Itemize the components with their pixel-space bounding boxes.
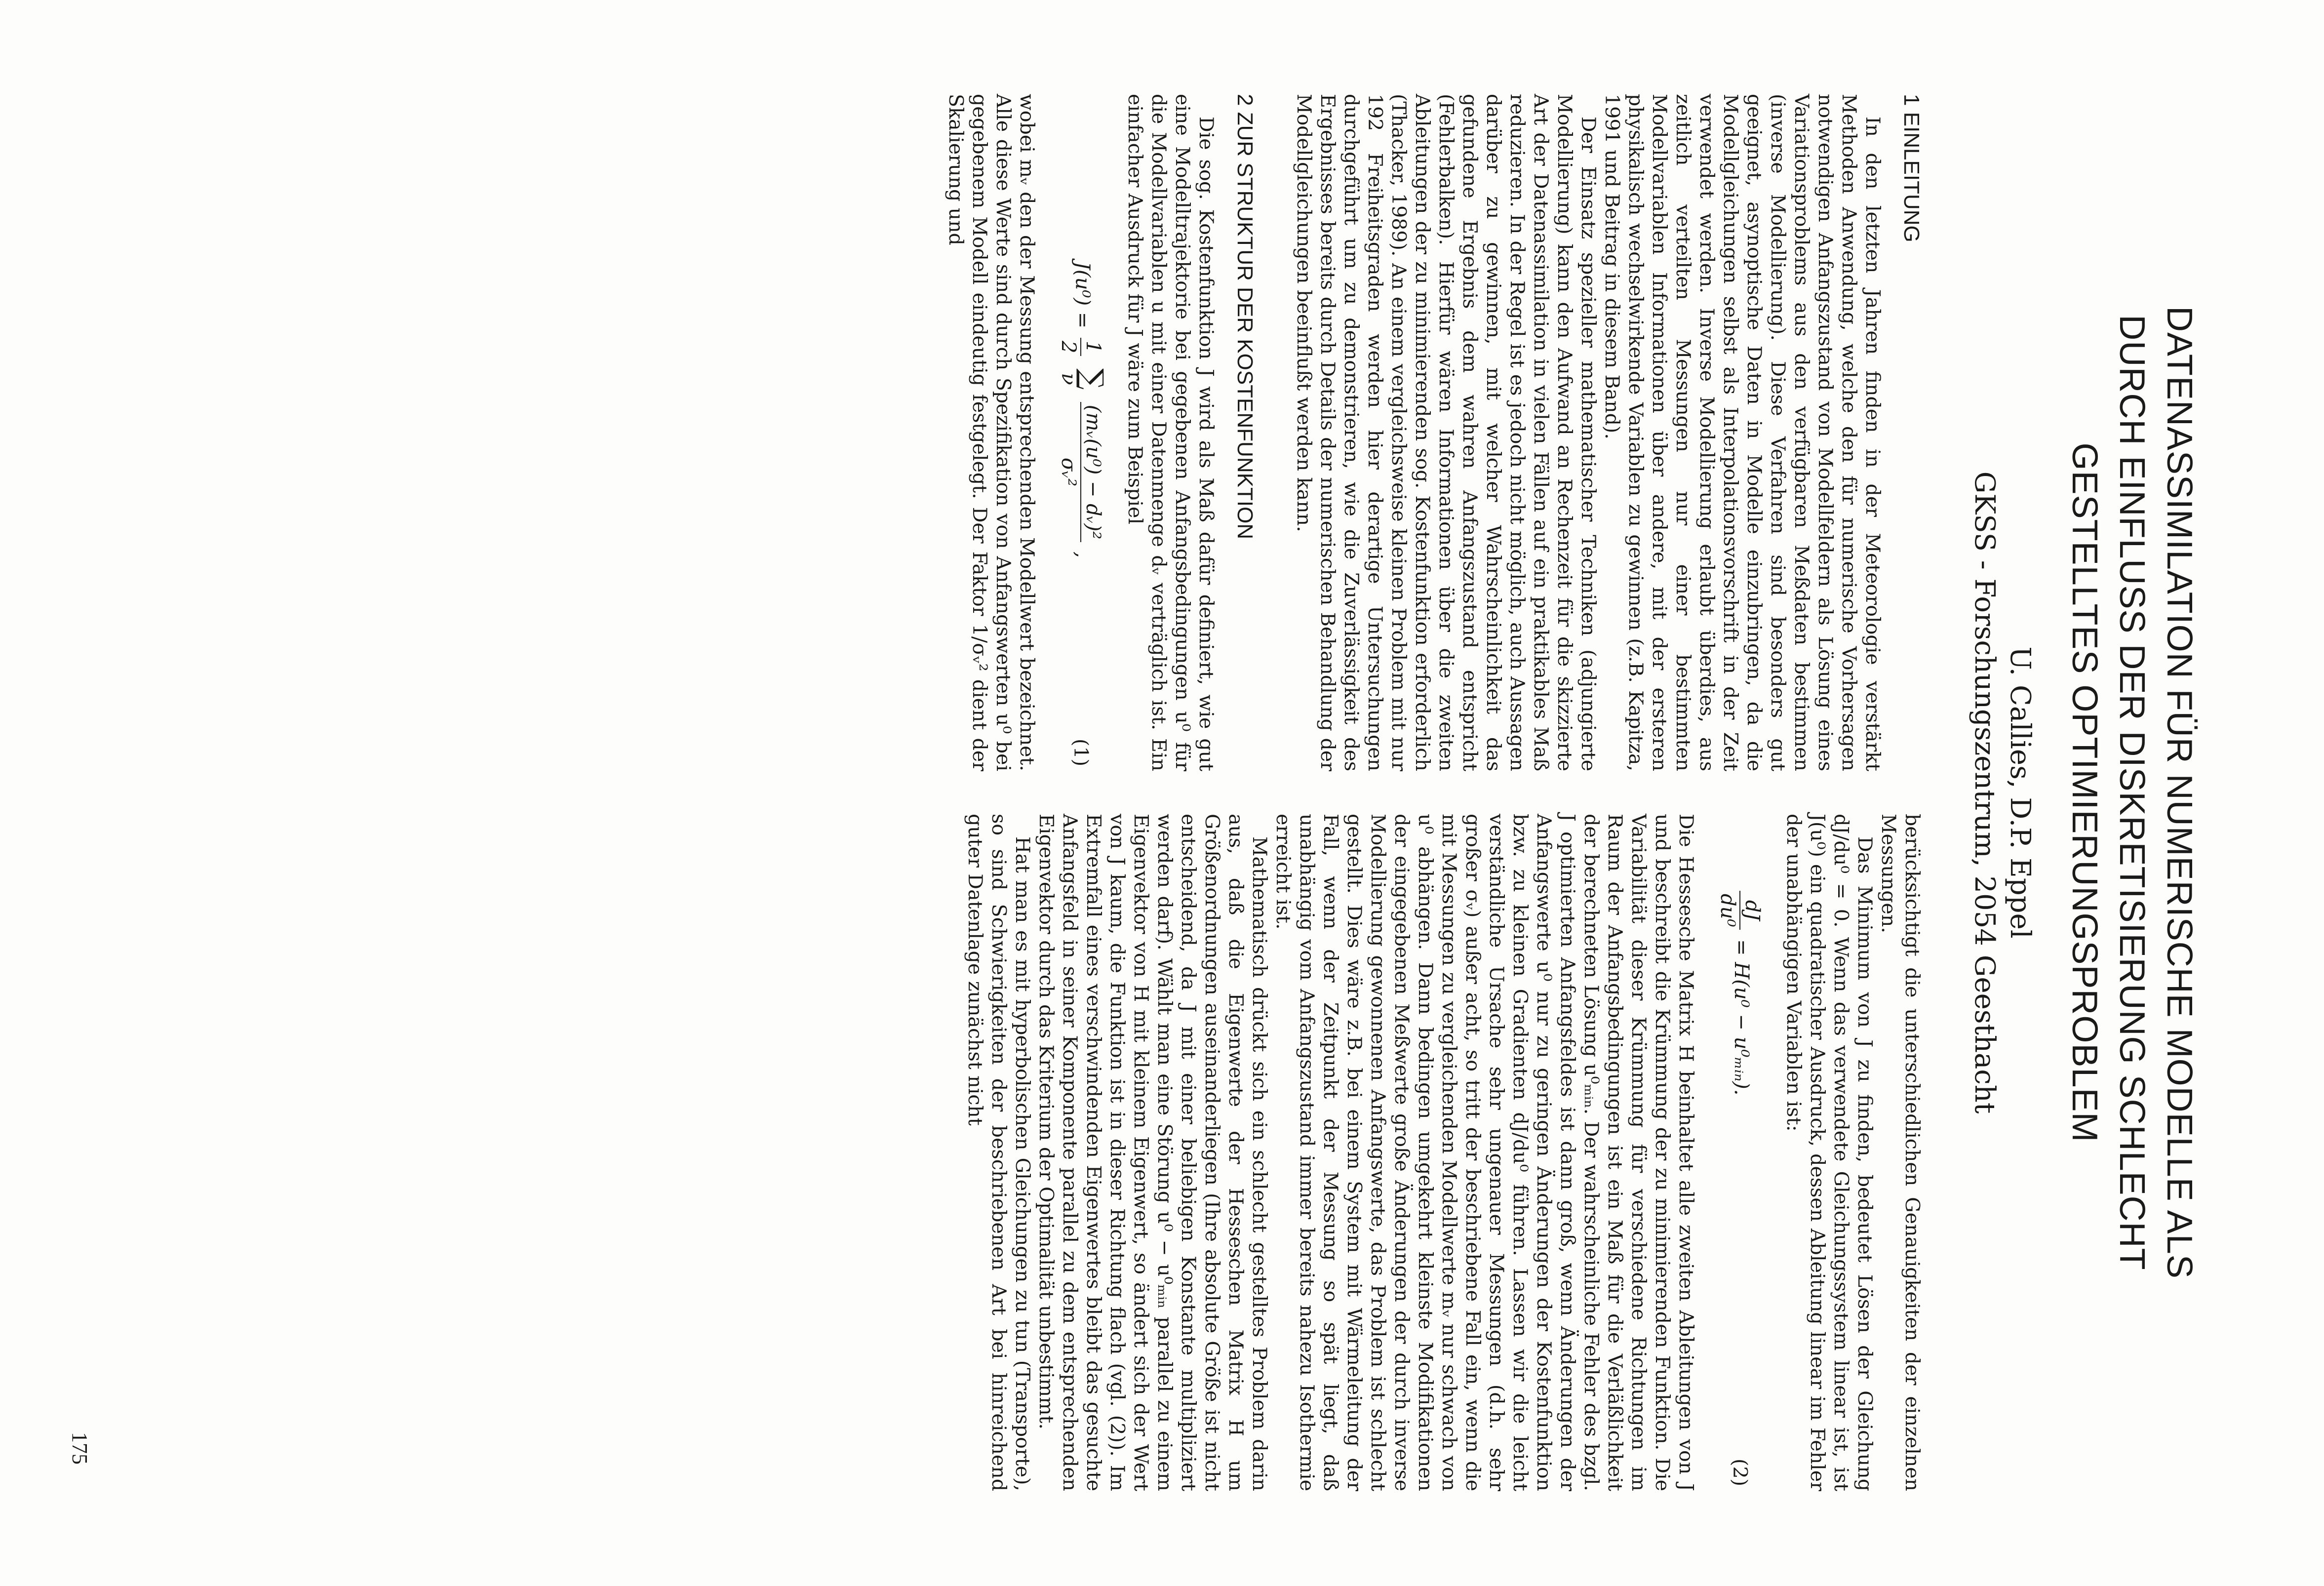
eq1-fraction xyxy=(1057,402,1105,543)
paragraph: Der Einsatz spezieller mathematischer Techniken (adjungierte Modellierung) kann den Aufwand an Rechenzeit für die skizzierte Art der Datenassimilation in vielen Fällen auf ein praktikables Maß reduzieren. In der Regel ist es jedoch nicht möglich, auch Aussagen darüber zu gewinnen, mit welcher Wahrscheinlichkeit das gefundene Ergebnis dem wahren Anfangszustand entspricht (Fehlerbalken). Hierfür wären Informationen über die zweiten Ableitungen der zu minimierenden sog. Kostenfunktion erforderlich (Thacker, 1989). An einem vergleichsweise kleinen Problem mit nur 192 Freiheitsgraden werden hier derartige Untersuchungen durchgeführt um zu demonstrieren, wie die Zuverlässigkeit des Ergebnisses bereits durch Details der numerischen Behandlung der Modellgleichungen beeinflußt werden kann. xyxy=(1293,94,1600,771)
title-line-3: GESTELLTES OPTIMIERUNGSPROBLEM xyxy=(2065,442,2104,1143)
paragraph: berücksichtigt die unterschiedlichen Genauigkeiten der einzelnen Messungen. xyxy=(1877,814,1924,1491)
paragraph: Die Hessesche Matrix H beinhaltet alle zweiten Ableitungen von J und beschreibt die Krümmung der zu minimierenden Funktion. Die Variabilität dieser Krümmung für verschiedene Richtungen im Raum der Anfangsbedingungen ist ein Maß für die Verläßlichkeit der berechneten Lösung u⁰ₘᵢₙ. Der wahrscheinliche Fehler des bzgl. J optimierten Anfangsfeldes ist dann groß, wenn Änderungen der Anfangswerte u⁰ nur zu geringen Änderungen der Kostenfunktion bzw. zu kleinen Gradienten dJ/du⁰ führen. Lassen wir die leicht verständliche Ursache sehr ungenauer Messungen (d.h. sehr großer σᵥ) außer acht, so tritt der beschriebene Fall ein, wenn die mit Messungen zu vergleichenden Modellwerte mᵥ nur schwach von u⁰ abhängen. Dann bedingen umgekehrt kleinste Modifikationen der eingegebenen Meßwerte große Änderungen der durch inverse Modellierung gewonnenen Anfangswerte, das Problem ist schlecht gestellt. Dies wäre z.B. bei einem System mit Wärmeleitung der Fall, wenn der Zeitpunkt der Messung so spät liegt, daß unabhängig vom Anfangszustand immer bereits nahezu Isothermie erreicht ist. xyxy=(1272,814,1697,1491)
eq2-denominator: du⁰ xyxy=(1716,894,1739,927)
author-names: U. Callies, D.P. Eppel xyxy=(2004,646,2036,939)
paragraph: In den letzten Jahren finden in der Meteorologie verstärkt Methoden Anwendung, welche den für numerische Vorhersagen notwendigen Anfangszustand von Modellfeldern als Lösung eines Variationsproblems aus den verfügbaren Meßdaten bestimmen (inverse Modellierung). Diese Verfahren sind besonders gut geeignet, asynoptische Daten in Modelle einzubringen, da die Modellgleichungen selbst als Interpolationsvorschrift in der Zeit verwendet werden. Inverse Modellierung erlaubt überdies, aus zeitlich verteilten Messungen nur einer bestimmten Modellvariablen Informationen über andere, mit der ersteren physikalisch wechselwirkende Variablen zu gewinnen (z.B. Kapitza, 1991 und Beitrag in diesem Band). xyxy=(1601,94,1884,771)
right-column xyxy=(963,814,1924,1491)
eq1-sum-index: ν xyxy=(1057,373,1080,385)
section-heading-1: 1 EINLEITUNG xyxy=(1899,94,1924,242)
page-number: 175 xyxy=(68,1432,92,1465)
author-block xyxy=(1967,94,2038,1491)
equation-number-2: (2) xyxy=(1729,1459,1751,1486)
eq1-comma: , xyxy=(1071,552,1094,558)
paragraph: Die sog. Kostenfunktion J wird als Maß dafür definiert, wie gut eine Modelltrajektorie bei gegebenen Anfangsbedingungen u⁰ für die Modellvariablen u mit einer Datenmenge dᵥ verträglich ist. Ein einfacher Ausdruck für J wäre zum Beispiel xyxy=(1124,94,1218,771)
left-column xyxy=(944,94,1924,771)
paper-title xyxy=(2061,94,2203,1491)
title-line-2: DURCH EINFLUSS DER DISKRETISIERUNG SCHLECHT xyxy=(2112,315,2152,1270)
paragraph: Mathematisch drückt sich ein schlecht gestelltes Problem darin aus, daß die Eigenwerte der Hesseschen Matrix H um Größenordnungen auseinanderliegen (Ihre absolute Größe ist nicht entscheidend, da J mit einer beliebigen Konstante multipliziert werden darf). Wählt man eine Störung u⁰ − u⁰ₘᵢₙ parallel zu einem Eigenvektor von H mit kleinem Eigenwert, so ändert sich der Wert von J kaum, die Funktion ist in dieser Richtung flach (vgl. (2)). Im Extremfall eines verschwindenden Eigenwertes bleibt das gesuchte Anfangsfeld in seiner Komponente parallel zu dem entsprechenden Eigenvektor durch das Kriterium der Optimalität unbestimmt. xyxy=(1035,814,1271,1491)
author-affiliation: GKSS - Forschungszentrum, 2054 Geesthacht xyxy=(1969,471,2001,1114)
paragraph: wobei mᵥ den der Messung entsprechenden Modellwert bezeichnet. Alle diese Werte sind durch Spezifikation von Anfangswerten u⁰ bei gegebenem Modell eindeutig festgelegt. Der Faktor 1/σᵥ² dient der Skalierung und xyxy=(945,94,1038,771)
eq2-rhs: = H(u⁰ − u⁰ₘᵢₙ). xyxy=(1730,939,1753,1096)
eq2-fraction xyxy=(1716,891,1764,930)
equation-number-1: (1) xyxy=(1069,739,1093,766)
equation-1 xyxy=(1057,94,1109,771)
paragraph: Hat man es mit hyperbolischen Gleichungen zu tun (Transporte), so sind Schwierigkeiten der beschriebenen Art bei hinreichend guter Datenlage zunächst nicht xyxy=(964,814,1034,1491)
title-line-1: DATENASSIMILATION FÜR NUMERISCHE MODELLE ALS xyxy=(2160,306,2199,1279)
equation-2 xyxy=(1716,814,1764,1491)
eq1-lhs: J(u⁰) = xyxy=(1071,262,1094,329)
section-heading-2: 2 ZUR STRUKTUR DER KOSTENFUNKTION xyxy=(1233,94,1257,540)
eq1-half-num: 1 xyxy=(1081,338,1105,356)
eq1-sum xyxy=(1057,368,1109,390)
eq1-numerator: (mᵥ(u⁰) − dᵥ)² xyxy=(1081,402,1105,543)
eq1-sum-symbol: ∑ xyxy=(1075,368,1109,390)
paragraph: Das Minimum von J zu finden, bedeutet Lösen der Gleichung dJ/du⁰ = 0. Wenn das verwendete Gleichungssystem linear ist, ist J(u⁰) ein quadratischer Ausdruck, dessen Ableitung linear im Fehler der unabhängigen Variablen ist: xyxy=(1782,814,1876,1491)
eq2-numerator: dJ xyxy=(1739,891,1764,930)
eq1-denominator: σᵥ² xyxy=(1057,457,1080,487)
eq1-half xyxy=(1057,338,1105,356)
eq1-half-den: 2 xyxy=(1057,341,1080,354)
